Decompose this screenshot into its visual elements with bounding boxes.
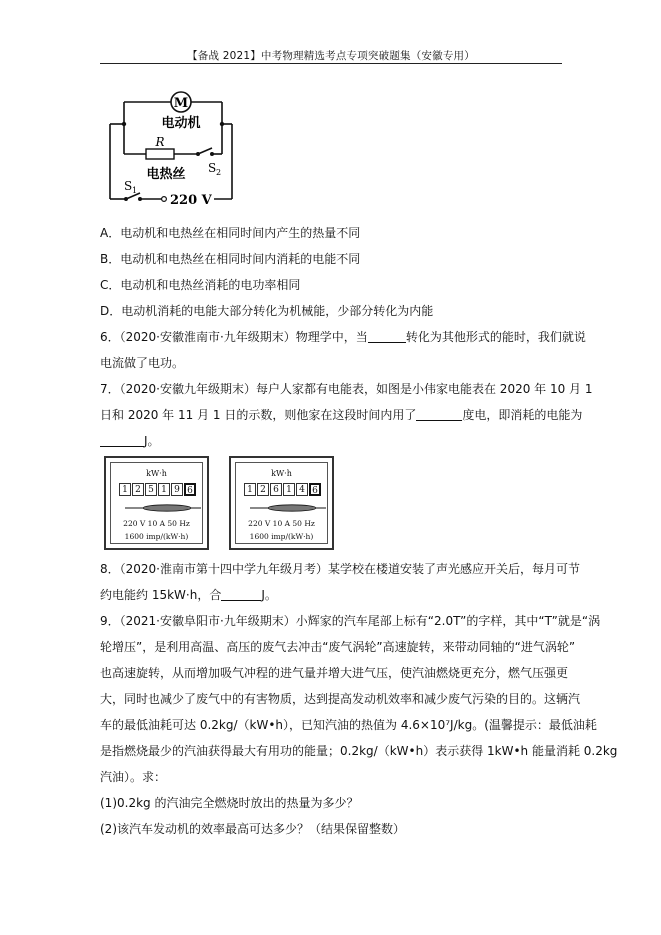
question-6-text-a: 6．（2020·安徽淮南市·九年级期末）物理学中，当 [100,330,368,344]
question-9-line7: 汽油）。求： [100,770,167,784]
question-7-text-a: 日和 2020 年 11 月 1 日的示数，则他家在这段时间内用了 [100,408,417,422]
question-9-line4: 大，同时也减少了废气中的有害物质，达到提高发动机效率和减少废气污染的目的。这辆汽 [100,692,581,706]
meter-digit: 1 [244,483,256,496]
meter-spec-rating: 220 V 10 A 50 Hz [123,519,190,528]
motor-symbol-letter: M [173,96,189,111]
question-9-sub2: (2)该汽车发动机的效率最高可达多少？（结果保留整数） [100,822,406,836]
switch2-label: S [208,161,217,175]
meter-digit: 5 [145,483,157,496]
circuit-diagram [104,84,244,214]
question-9-line3: 也高速旋转，从而增加吸气冲程的进气量并增大进气压，使汽油燃烧更充分，燃气压强更 [100,666,569,680]
option-b: B．电动机和电热丝在相同时间内消耗的电能不同 [100,252,361,266]
meter-unit: kW·h [146,469,167,478]
electricity-meter-nov [229,456,334,550]
heater-label: 电热丝 [146,167,186,182]
meter-spec-constant: 1600 imp/(kW·h) [124,532,189,541]
question-7-line1: 7．（2020·安徽九年级期末）每户人家都有电能表，如图是小伟家电能表在 2020 年 10 月 1 [100,382,593,396]
page-header: 【备战 2021】中考物理精选考点专项突破题集（安徽专用） [187,50,475,62]
meter-disc-icon [248,503,328,513]
question-9-line6: 是指燃烧最少的汽油获得最大有用功的能量；0.2kg/（kW•h）表示获得 1kW•h 能量消耗 0.2kg [100,744,618,758]
answer-blank [221,588,261,601]
question-7-text-b: 度电，即消耗的电能为 [462,408,583,422]
meter-spec-constant: 1600 imp/(kW·h) [249,532,314,541]
switch2-subscript: 2 [216,168,222,177]
electricity-meter-oct [104,456,209,550]
meter-digit: 4 [296,483,308,496]
supply-voltage: 220 V [170,193,212,208]
motor-label: 电动机 [161,116,201,131]
question-9-line5: 车的最低油耗可达 0.2kg/（kW•h），已知汽油的热值为 4.6×10⁷J/kg。(温馨提示：最低油耗 [100,718,597,732]
answer-blank [100,434,144,447]
question-8-text-b: J。 [261,588,277,602]
question-8-line1: 8．（2020·淮南市第十四中学九年级月考）某学校在楼道安装了声光感应开关后，每月可节 [100,562,580,576]
question-9-sub1: (1)0.2kg 的汽油完全燃烧时放出的热量为多少？ [100,796,359,810]
header-rule [100,63,562,64]
meter-digit-decimal: 6 [309,483,321,496]
question-6-text-b: 转化为其他形式的能时，我们就说 [405,330,586,344]
meter-digit: 6 [270,483,282,496]
meter-disc-icon [123,503,203,513]
meter-digit: 9 [171,483,183,496]
meter-digits [119,483,197,496]
meter-digit-decimal: 6 [184,483,196,496]
meter-frame [235,462,328,544]
question-9-line1: 9．（2021·安徽阜阳市·九年级期末）小辉家的汽车尾部上标有“2.0T”的字样，其中“T”就是“涡 [100,614,601,628]
meter-digit: 2 [132,483,144,496]
answer-blank [416,408,462,421]
question-8-text-a: 约电能约 15kW·h，合 [100,588,222,602]
question-9-line2: 轮增压”，是利用高温、高压的废气去冲击“废气涡轮”高速旋转，来带动同轴的“进气涡轮” [100,640,576,654]
meter-digit: 2 [257,483,269,496]
question-8-line2 [100,588,277,602]
meter-digit: 1 [283,483,295,496]
question-6-line1 [100,330,586,344]
question-6-line2: 电流做了电功。 [100,356,185,370]
meter-digit: 1 [158,483,170,496]
meter-digits [244,483,322,496]
resistor-symbol [146,149,174,159]
question-7-line2 [100,408,582,422]
option-d: D．电动机消耗的电能大部分转化为机械能，少部分转化为内能 [100,304,434,318]
meter-digit: 1 [119,483,131,496]
option-c: C．电动机和电热丝消耗的电功率相同 [100,278,301,292]
option-a: A．电动机和电热丝在相同时间内产生的热量不同 [100,226,361,240]
question-7-text-c: J。 [144,434,160,448]
resistor-label: R [155,135,165,149]
answer-blank [368,330,406,343]
switch1-subscript: 1 [132,186,138,195]
question-7-line3 [100,434,160,448]
meter-frame [110,462,203,544]
meter-spec-rating: 220 V 10 A 50 Hz [248,519,315,528]
meter-unit: kW·h [271,469,292,478]
switch1-label: S [124,179,133,193]
